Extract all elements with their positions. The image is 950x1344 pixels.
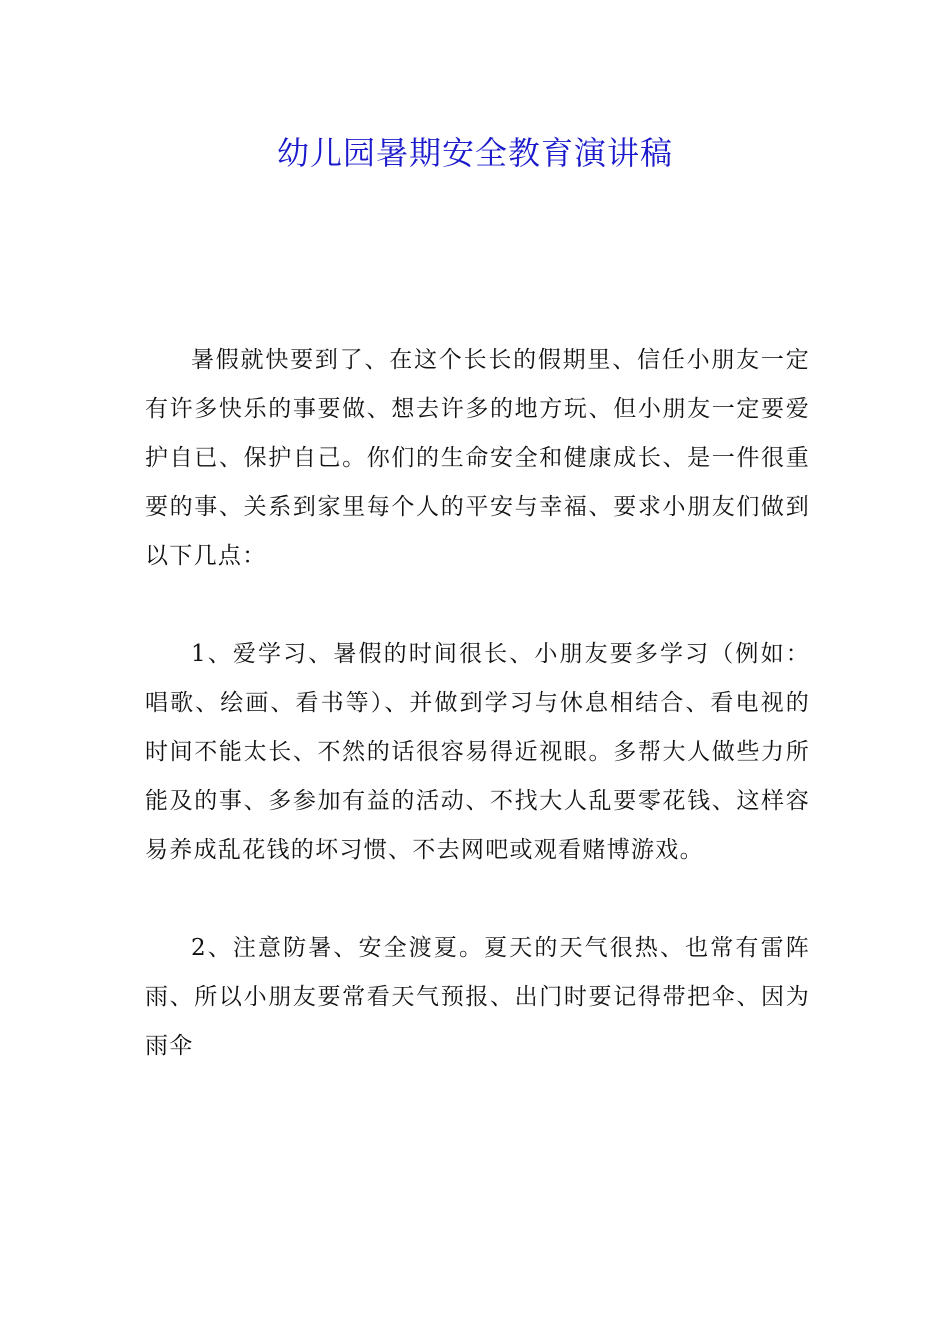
paragraph-point-2: 2、注意防暑、安全渡夏。夏天的天气很热、也常有雷阵雨、所以小朋友要常看天气预报、出门时要记得带把伞、因为雨伞 (145, 935, 810, 1059)
document-body (145, 336, 810, 1120)
document-title: 幼儿园暑期安全教育演讲稿 (276, 134, 673, 172)
paragraph-intro: 暑假就快要到了、在这个长长的假期里、信任小朋友一定有许多快乐的事要做、想去许多的地方玩、但小朋友一定要爱护自已、保护自己。你们的生命安全和健康成长、是一件很重要的事、关系到家里每个人的平安与幸福、要求小朋友们做到以下几点： (145, 347, 810, 569)
paragraph-point-1: 1、爱学习、暑假的时间很长、小朋友要多学习（例如：唱歌、绘画、看书等）、并做到学习与休息相结合、看电视的时间不能太长、不然的话很容易得近视眼。多帮大人做些力所能及的事、多参加有益的活动、不找大人乱要零花钱、这样容易养成乱花钱的坏习惯、不去网吧或观看赌博游戏。 (145, 641, 810, 863)
